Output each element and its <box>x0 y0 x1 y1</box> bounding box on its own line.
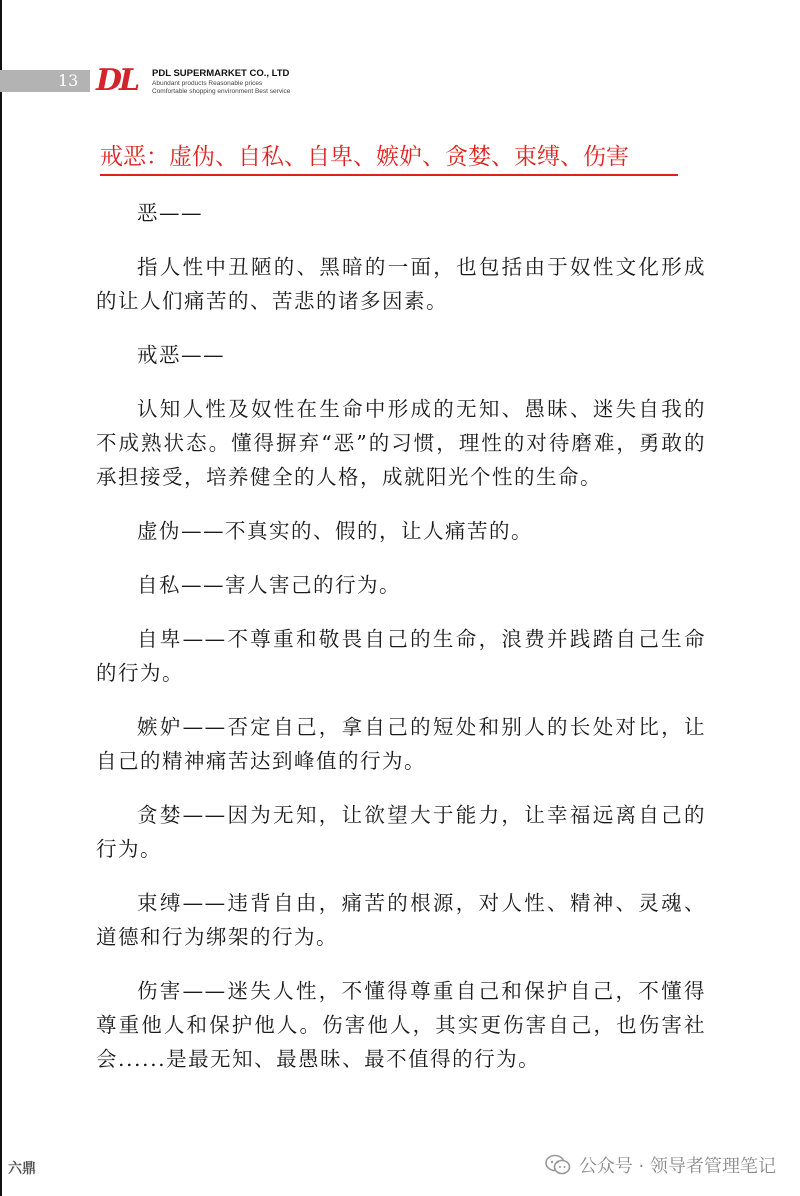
paragraph: 束缚——违背自由，痛苦的根源，对人性、精神、灵魂、道德和行为绑架的行为。 <box>96 891 706 949</box>
paragraph: 贪婪——因为无知，让欲望大于能力，让幸福远离自己的行为。 <box>96 803 706 861</box>
tagline-2: Comfortable shopping environment Best service <box>152 88 291 95</box>
wechat-icon <box>545 1154 571 1176</box>
tagline-1: Abundant products Reasonable prices <box>152 80 263 87</box>
paragraph: 虚伪——不真实的、假的，让人痛苦的。 <box>137 519 533 543</box>
logo-text <box>152 68 290 96</box>
heading-underline <box>100 174 678 176</box>
company-name: PDL SUPERMARKET CO., LTD <box>152 68 290 79</box>
page-border <box>0 0 2 1196</box>
body-text <box>96 196 706 1096</box>
paragraph: 指人性中丑陋的、黑暗的一面，也包括由于奴性文化形成的让人们痛苦的、苦悲的诸多因素。 <box>96 255 706 313</box>
paragraph: 戒恶—— <box>137 343 225 367</box>
left-watermark: 六鼎 <box>8 1161 36 1177</box>
paragraph: 自卑——不尊重和敬畏自己的生命，浪费并践踏自己生命的行为。 <box>96 627 706 685</box>
section-heading: 戒恶：虚伪、自私、自卑、嫉妒、贪婪、束缚、伤害 <box>100 144 629 170</box>
company-logo: DL <box>96 63 138 98</box>
paragraph: 嫉妒——否定自己，拿自己的短处和别人的长处对比，让自己的精神痛苦达到峰值的行为。 <box>96 715 706 773</box>
right-watermark-text: 公众号 · 领导者管理笔记 <box>578 1156 776 1177</box>
right-watermark <box>545 1152 776 1178</box>
paragraph: 伤害——迷失人性，不懂得尊重自己和保护自己，不懂得尊重他人和保护他人。伤害他人，其实更伤害自己，也伤害社会......是最无知、最愚昧、最不值得的行为。 <box>96 979 706 1071</box>
paragraph: 恶—— <box>137 201 203 225</box>
page-number: 13 <box>58 71 79 90</box>
paragraph: 自私——害人害己的行为。 <box>137 573 401 597</box>
page-header <box>0 62 800 102</box>
paragraph: 认知人性及奴性在生命中形成的无知、愚昧、迷失自我的不成熟状态。懂得摒弃“恶”的习惯，理性的对待磨难，勇敢的承担接受，培养健全的人格，成就阳光个性的生命。 <box>96 397 706 489</box>
